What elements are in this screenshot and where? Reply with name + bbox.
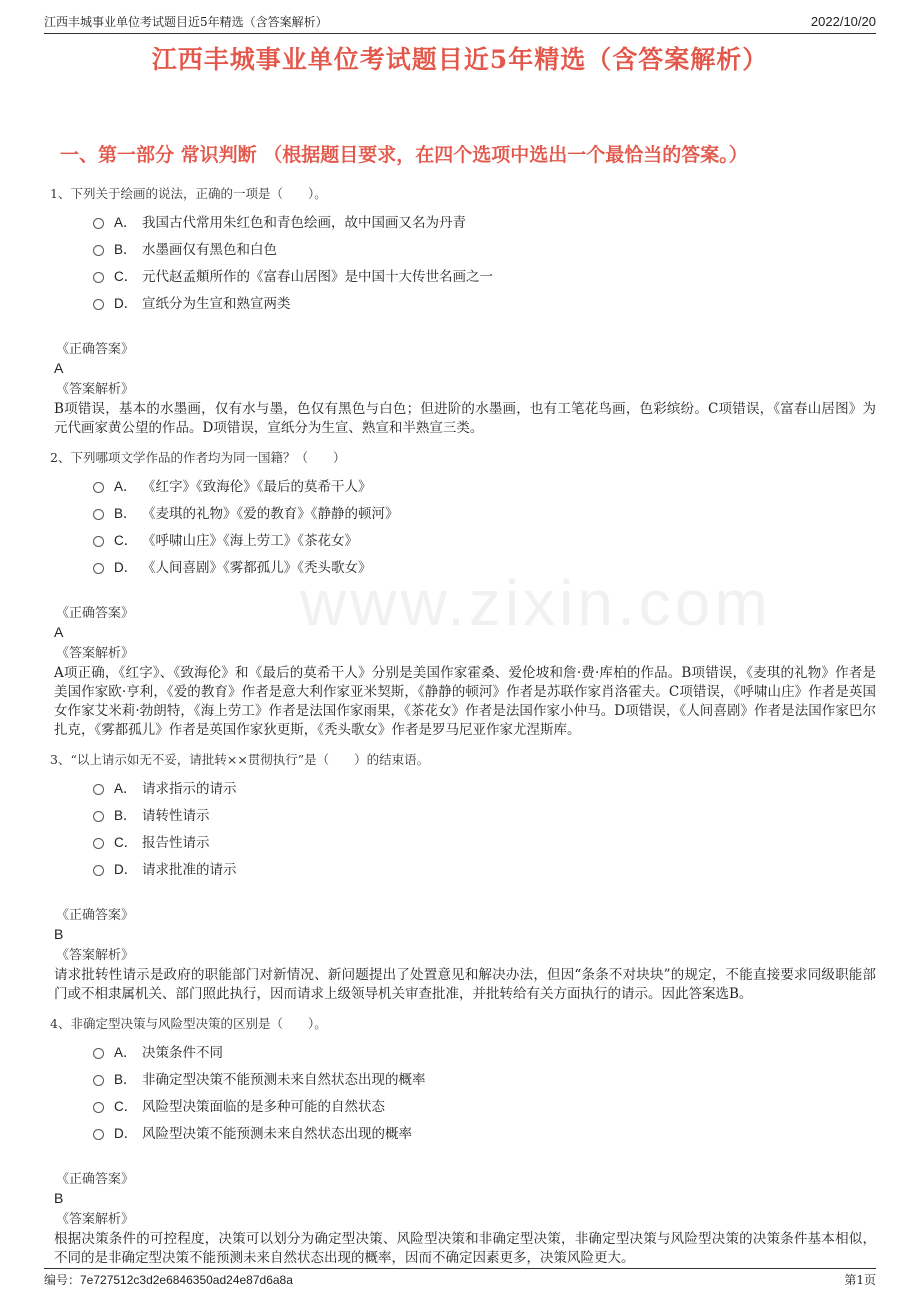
option-letter: C． <box>114 532 138 548</box>
option-text: 《红字》《致海伦》《最后的莫希干人》 <box>142 478 372 495</box>
watermark: www.zixin.com <box>300 567 772 639</box>
radio-button-icon[interactable] <box>93 272 104 283</box>
radio-button-icon[interactable] <box>93 1102 104 1113</box>
radio-button-icon[interactable] <box>93 784 104 795</box>
question-list <box>50 184 876 1268</box>
option-letter: A． <box>114 1044 137 1060</box>
option-list <box>56 1037 876 1145</box>
option-d[interactable] <box>93 854 876 881</box>
correct-answer-value: B <box>54 926 64 942</box>
option-text: 《麦琪的礼物》《爱的教育》《静静的顿河》 <box>142 505 399 522</box>
option-b[interactable] <box>93 234 876 261</box>
option-d[interactable] <box>93 288 876 315</box>
analysis-label: 《答案解析》 <box>56 382 135 397</box>
document-code: 编号：7e727512c3d2e6846350ad24e87d6a8a <box>44 1273 293 1287</box>
option-text: 《人间喜剧》《雾都孤儿》《秃头歌女》 <box>142 559 372 576</box>
option-letter: B． <box>114 1071 137 1087</box>
option-a[interactable] <box>93 471 876 498</box>
option-text: 请转性请示 <box>142 807 210 824</box>
radio-button-icon[interactable] <box>93 245 104 256</box>
option-b[interactable] <box>93 498 876 525</box>
correct-answer-label: 《正确答案》 <box>56 908 135 923</box>
option-letter: C． <box>114 268 138 284</box>
header-date: 2022/10/20 <box>810 14 876 29</box>
radio-button-icon[interactable] <box>93 563 104 574</box>
option-c[interactable] <box>93 1091 876 1118</box>
option-letter: D． <box>114 559 138 575</box>
option-d[interactable] <box>93 552 876 579</box>
option-c[interactable] <box>93 261 876 288</box>
question-stem: 2、下列哪项文学作品的作者均为同一国籍？（ ） <box>50 450 346 465</box>
question-2 <box>50 448 876 740</box>
option-b[interactable] <box>93 1064 876 1091</box>
option-letter: B． <box>114 807 137 823</box>
answer-block <box>56 1170 876 1268</box>
running-header <box>44 12 876 34</box>
question-4 <box>50 1014 876 1268</box>
option-text: 元代赵孟頫所作的《富春山居图》是中国十大传世名画之一 <box>142 268 493 285</box>
radio-button-icon[interactable] <box>93 218 104 229</box>
option-letter: A． <box>114 478 137 494</box>
option-letter: D． <box>114 861 138 877</box>
option-a[interactable] <box>93 773 876 800</box>
section-heading: 一、第一部分 常识判断 （根据题目要求，在四个选项中选出一个最恰当的答案。） <box>60 144 748 166</box>
option-letter: C． <box>114 1098 138 1114</box>
option-a[interactable] <box>93 207 876 234</box>
option-letter: C． <box>114 834 138 850</box>
question-3 <box>50 750 876 1004</box>
document-title: 江西丰城事业单位考试题目近5年精选（含答案解析） <box>151 45 769 74</box>
analysis-text: B项错误，基本的水墨画，仅有水与墨，色仅有黑色与白色；但进阶的水墨画，也有工笔花鸟画，色彩缤纷。C项错误，《富春山居图》为元代画家黄公望的作品。D项错误，宣纸分为生宣、熟宣和半熟宣三类。 <box>54 401 876 436</box>
option-text: 请求指示的请示 <box>142 780 237 797</box>
running-footer <box>44 1268 876 1288</box>
correct-answer-label: 《正确答案》 <box>56 1172 135 1187</box>
option-text: 水墨画仅有黑色和白色 <box>142 241 277 258</box>
option-list <box>56 773 876 881</box>
option-list <box>56 471 876 579</box>
option-letter: D． <box>114 295 138 311</box>
radio-button-icon[interactable] <box>93 811 104 822</box>
analysis-text: A项正确，《红字》、《致海伦》和《最后的莫希干人》分别是美国作家霍桑、爱伦坡和詹·费·库柏的作品。B项错误，《麦琪的礼物》作者是美国作家欧·亨利，《爱的教育》作者是意大利作家亚米契斯，《静静的顿河》作者是苏联作家肖洛霍夫。C项错误，《呼啸山庄》作者是英国女作家艾米莉·勃朗特，《海上劳工》作者是法国作家雨果，《茶花女》作者是法国作家小仲马。D项错误，《人间喜剧》作者是法国作家巴尔扎克，《雾都孤儿》作者是英国作家狄更斯，《秃头歌女》作者是罗马尼亚作家尤涅斯库。 <box>54 665 876 738</box>
header-doc-name: 江西丰城事业单位考试题目近5年精选（含答案解析） <box>44 15 328 29</box>
question-1 <box>50 184 876 438</box>
option-text: 请求批准的请示 <box>142 861 237 878</box>
radio-button-icon[interactable] <box>93 1048 104 1059</box>
question-stem: 4、非确定型决策与风险型决策的区别是（ ）。 <box>50 1016 327 1031</box>
option-text: 风险型决策面临的是多种可能的自然状态 <box>142 1098 385 1115</box>
analysis-label: 《答案解析》 <box>56 1212 135 1227</box>
answer-block <box>56 906 876 1004</box>
radio-button-icon[interactable] <box>93 838 104 849</box>
correct-answer-label: 《正确答案》 <box>56 342 135 357</box>
answer-block <box>56 340 876 438</box>
option-letter: D． <box>114 1125 138 1141</box>
option-letter: B． <box>114 505 137 521</box>
option-text: 决策条件不同 <box>142 1044 223 1061</box>
correct-answer-label: 《正确答案》 <box>56 606 135 621</box>
correct-answer-value: A <box>54 360 64 376</box>
radio-button-icon[interactable] <box>93 865 104 876</box>
option-b[interactable] <box>93 800 876 827</box>
radio-button-icon[interactable] <box>93 1129 104 1140</box>
option-c[interactable] <box>93 525 876 552</box>
option-d[interactable] <box>93 1118 876 1145</box>
answer-block <box>56 604 876 740</box>
radio-button-icon[interactable] <box>93 536 104 547</box>
analysis-label: 《答案解析》 <box>56 948 135 963</box>
option-letter: A． <box>114 214 137 230</box>
option-a[interactable] <box>93 1037 876 1064</box>
correct-answer-value: B <box>54 1190 64 1206</box>
correct-answer-value: A <box>54 624 64 640</box>
question-stem: 3、“以上请示如无不妥，请批转××贯彻执行”是（ ）的结束语。 <box>50 752 430 767</box>
option-text: 风险型决策不能预测未来自然状态出现的概率 <box>142 1125 412 1142</box>
radio-button-icon[interactable] <box>93 1075 104 1086</box>
page-number: 第1页 <box>844 1273 876 1287</box>
option-letter: A． <box>114 780 137 796</box>
option-text: 非确定型决策不能预测未来自然状态出现的概率 <box>142 1071 426 1088</box>
option-letter: B． <box>114 241 137 257</box>
option-c[interactable] <box>93 827 876 854</box>
option-list <box>56 207 876 315</box>
analysis-label: 《答案解析》 <box>56 646 135 661</box>
question-stem: 1、下列关于绘画的说法，正确的一项是（ ）。 <box>50 186 327 201</box>
option-text: 报告性请示 <box>142 834 210 851</box>
option-text: 宣纸分为生宣和熟宣两类 <box>142 295 291 312</box>
radio-button-icon[interactable] <box>93 509 104 520</box>
radio-button-icon[interactable] <box>93 299 104 310</box>
option-text: 《呼啸山庄》《海上劳工》《茶花女》 <box>142 532 358 549</box>
radio-button-icon[interactable] <box>93 482 104 493</box>
analysis-text: 请求批转性请示是政府的职能部门对新情况、新问题提出了处置意见和解决办法，但因“条条不对块块”的规定，不能直接要求同级职能部门或不相隶属机关、部门照此执行，因而请求上级领导机关审查批准，并批转给有关方面执行的请示。因此答案选B。 <box>54 967 876 1002</box>
option-text: 我国古代常用朱红色和青色绘画，故中国画又名为丹青 <box>142 214 466 231</box>
analysis-text: 根据决策条件的可控程度，决策可以划分为确定型决策、风险型决策和非确定型决策，非确定型决策与风险型决策的决策条件基本相似，不同的是非确定型决策不能预测未来自然状态出现的概率，因而不确定因素更多，决策风险更大。 <box>54 1231 876 1266</box>
